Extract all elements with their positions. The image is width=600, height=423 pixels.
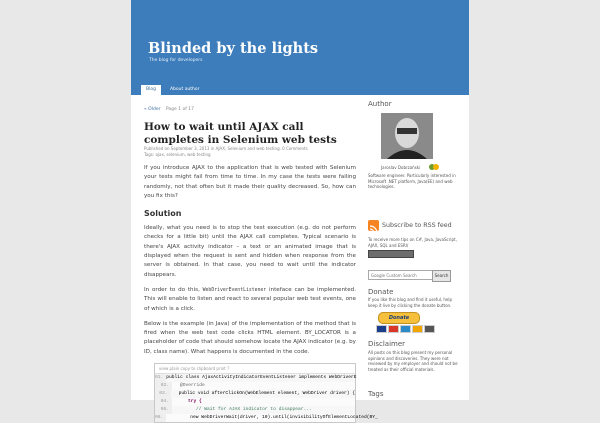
example-paragraph: Below is the example (in Java) of the implementation of the method that is fired when the web test code clicks HTML element. BY_LOCATOR is a placeholder of code that should somehow locate the AJAX indicator (e.g. by ID, class name). What happens is documented in the code. (144, 320, 356, 355)
code-text: new WebDriverWait(driver, 10).until(invisibilityOfElementLocated(BY_ (190, 415, 378, 421)
solution-paragraph: Ideally, what you need is to stop the test execution (e.g. do not perform checks for a little bit) until the AJAX call completes. Typical scenario is there's AJAX activity indicator – a text or an animated image that is displayed when the request is sent and hidden when response from the server is obtained. In that case, you need to wait until the indicator disappears. (144, 225, 356, 278)
rss-icon[interactable] (368, 220, 379, 231)
code-line (155, 398, 355, 406)
author-name: Jaroslav Dobrzański (381, 165, 421, 170)
discover-card-icon (412, 325, 423, 333)
site-header (131, 0, 469, 95)
page-indicator: Page 1 of 17 (165, 107, 195, 112)
post-meta: Published on September 3, 2013 in AJAX, Selenium and web testing. 0 Comments (144, 146, 308, 151)
listener-text-before: In order to do this, (144, 286, 200, 293)
author-heading: Author (368, 100, 392, 108)
sidebar (368, 100, 461, 398)
disclaimer-heading: Disclaimer (368, 340, 406, 348)
blog-title[interactable]: Blinded by the lights (148, 40, 319, 57)
search-button[interactable]: Search (432, 270, 451, 282)
donate-button[interactable]: Donate (378, 312, 420, 324)
donate-heading: Donate (368, 288, 394, 296)
line-number: 01. (155, 374, 166, 382)
code-text: @Override (180, 383, 205, 389)
main-content (144, 100, 378, 423)
author-photo (381, 113, 433, 159)
solution-heading: Solution (144, 209, 182, 219)
feed-counter-badge[interactable] (368, 250, 414, 258)
code-text: public void afterClickOn(WebElement element, WebDriver driver) { (178, 391, 355, 397)
messenger-status-icon (428, 163, 440, 171)
code-line (155, 374, 355, 382)
rss-description: To receive more tips on C#, Java, JavaScript, AJAX, SQL and ESRI/ (368, 237, 457, 248)
code-line (155, 382, 355, 390)
blog-tagline: The blog for developers (149, 58, 203, 63)
older-link[interactable]: « Older (144, 107, 161, 112)
line-number: 05. (155, 406, 172, 414)
line-number: 03. (155, 390, 171, 398)
visa-card-icon (376, 325, 387, 333)
code-text: // Wait for AJAX indicator to disappear... (196, 407, 312, 413)
post-intro: If you introduce AJAX to the application that is web tested with Selenium your tests might fail from time to time. In my case the tests were failing randomly, not that often but it made their quality decreased. So, how can you fix this? (144, 165, 356, 199)
tags-heading: Tags (368, 390, 384, 398)
search-input[interactable] (368, 270, 434, 280)
code-line (155, 406, 355, 414)
listener-paragraph (144, 286, 356, 314)
line-number: 06. (155, 414, 166, 422)
listener-text-after: inteface can be implemented. This will enable to listen and react to several popular web test events, one of which is a click. (144, 286, 357, 312)
pager (144, 107, 356, 112)
mastercard-icon (388, 325, 399, 333)
line-number: 04. (155, 398, 172, 406)
nav (141, 85, 205, 95)
code-text: public class AjaxActivityIndicatorEventListener implements WebDriverE (166, 375, 357, 381)
bank-card-icon (424, 325, 435, 333)
line-number: 02. (155, 382, 172, 390)
tab-about-author[interactable]: About author (169, 87, 200, 92)
payment-cards (376, 325, 435, 333)
donate-text: If you like this blog and find it useful, help keep it live by clicking the donate button. (368, 297, 453, 308)
rss-subscribe-link[interactable]: Subscribe to RSS feed (382, 222, 452, 229)
post-tags: Tags: ajax, selenium, web testing (144, 152, 211, 157)
author-bio: Software engineer. Particularly interested in Microsoft .NET platform, Java(EE) and web technologies. (368, 173, 456, 189)
search-block (368, 270, 461, 282)
post-title[interactable]: How to wait until AJAX call completes in Selenium web tests (144, 121, 337, 146)
tab-blog[interactable]: Blog (141, 85, 161, 95)
code-toolbar[interactable]: view plain copy to clipboard print ? (155, 364, 355, 374)
disclaimer-text: All posts on this blog present my personal opinions and discoveries. They were not reviewed by my employer and should not be treated as their official materials. (368, 350, 458, 372)
amex-card-icon (400, 325, 411, 333)
code-text: try { (188, 399, 202, 405)
page (131, 0, 469, 421)
code-line (155, 390, 355, 398)
code-line (155, 414, 378, 422)
listener-code: WebDriverEventListener (202, 287, 267, 293)
